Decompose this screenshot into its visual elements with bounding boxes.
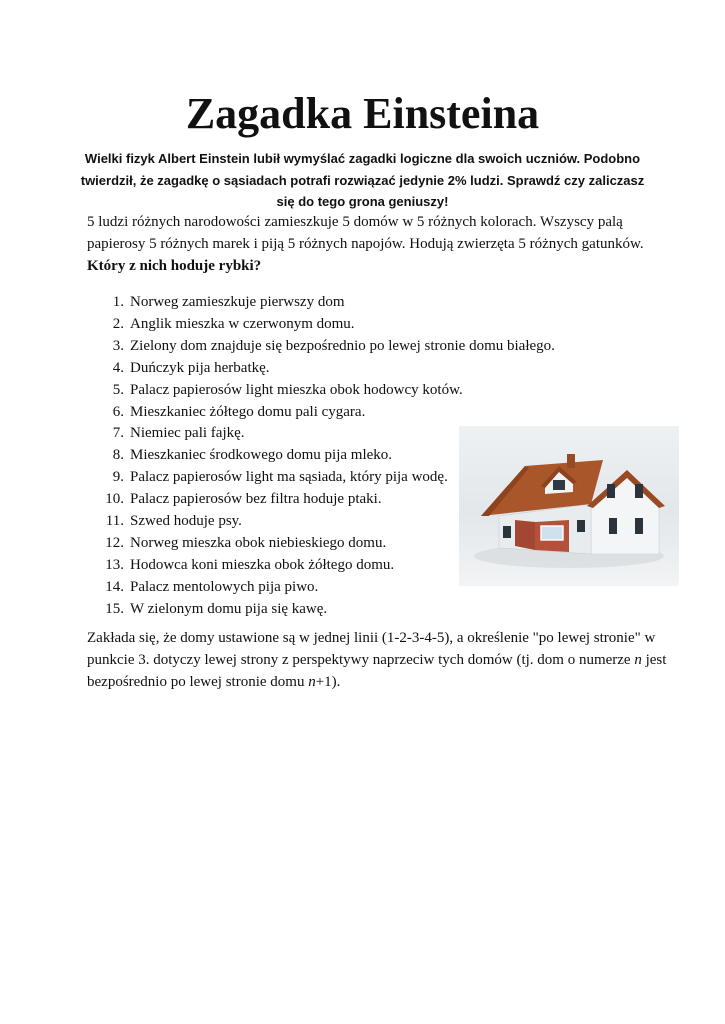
rule-item: [0, 335, 555, 357]
rule-item: [0, 313, 460, 335]
house-image: [459, 426, 679, 586]
rule-number: 4.: [112, 359, 124, 376]
puzzle-question: Który z nich hoduje rybki?: [87, 258, 262, 274]
page-title: Zagadka Einsteina: [185, 89, 540, 138]
rule-item: [0, 554, 460, 576]
rule-item: [0, 488, 460, 510]
rule-text: Mieszkaniec żółtego domu pali cygara.: [130, 403, 366, 420]
rule-number: 6.: [112, 403, 124, 420]
rule-text: Palacz papierosów light ma sąsiada, który pija wodę.: [130, 469, 448, 486]
assumption-text-1: Zakłada się, że domy ustawione są w jednej linii (1-2-3-4-5), a określenie "po lewej stronie" w punkcie 3. dotyczy lewej strony z perspektywy naprzeciw tych domów (tj. dom o numerze: [87, 630, 656, 668]
rule-item: [0, 576, 460, 598]
puzzle-description-text: 5 ludzi różnych narodowości zamieszkuje 5 domów w 5 różnych kolorach. Wszyscy palą papierosy 5 różnych marek i piją 5 różnych napojów. Hodują zwierzęta 5 różnych gatunków.: [87, 214, 644, 252]
rule-text: Anglik mieszka w czerwonym domu.: [130, 315, 355, 332]
rule-item: [0, 379, 463, 401]
rule-text: Mieszkaniec środkowego domu pija mleko.: [130, 447, 393, 464]
puzzle-description: [87, 211, 667, 277]
house-illustration: [459, 426, 679, 586]
rule-item: [0, 401, 460, 423]
rule-number: 14.: [105, 578, 124, 595]
rule-item: [0, 466, 460, 488]
rule-item: [0, 291, 460, 313]
assumption-text-2: jest bezpośrednio po lewej stronie domu: [87, 652, 667, 690]
assumption-note: [87, 627, 667, 693]
var-n-next: n: [308, 674, 316, 690]
rule-number: 15.: [105, 600, 124, 617]
rule-number: 3.: [112, 337, 124, 354]
rule-item: [0, 510, 460, 532]
rule-item: [0, 598, 460, 620]
rule-text: Palacz papierosów light mieszka obok hodowcy kotów.: [130, 381, 463, 398]
rule-text: Niemiec pali fajkę.: [130, 425, 245, 442]
rule-number: 12.: [105, 534, 124, 551]
rule-text: Palacz papierosów bez filtra hoduje ptaki.: [130, 491, 382, 508]
rule-text: Szwed hoduje psy.: [130, 513, 242, 529]
rule-text: Palacz mentolowych pija piwo.: [130, 578, 319, 595]
rule-item: [0, 532, 460, 554]
rule-text: Hodowca koni mieszka obok żółtego domu.: [130, 556, 395, 573]
intro-text: Wielki fizyk Albert Einstein lubił wymyślać zagadki logiczne dla swoich uczniów. Podobno twierdził, że zagadkę o sąsiadach potrafi rozwiązać jedynie 2% ludzi. Sprawdź czy zaliczasz się do tego grona geniuszy!: [80, 151, 645, 209]
rule-number: 2.: [112, 315, 124, 332]
rule-item: [0, 422, 460, 444]
rule-number: 8.: [112, 447, 124, 464]
rule-text: W zielonym domu pija się kawę.: [130, 600, 328, 617]
rule-text: Duńczyk pija herbatkę.: [130, 359, 270, 376]
rule-number: 1.: [112, 294, 124, 310]
rule-text: Norweg mieszka obok niebieskiego domu.: [130, 534, 387, 551]
rule-number: 5.: [112, 381, 124, 398]
rule-number: 7.: [112, 425, 124, 442]
assumption-text-3: +1).: [315, 674, 341, 690]
rule-item: [0, 357, 460, 379]
rule-text: Norweg zamieszkuje pierwszy dom: [130, 294, 345, 310]
rule-number: 11.: [105, 513, 124, 529]
rule-number: 9.: [112, 469, 124, 486]
rule-text: Zielony dom znajduje się bezpośrednio po lewej stronie domu białego.: [130, 337, 555, 354]
rule-number: 10.: [105, 491, 124, 508]
rule-number: 13.: [105, 556, 124, 573]
var-n: n: [634, 652, 642, 668]
rule-item: [0, 444, 460, 466]
